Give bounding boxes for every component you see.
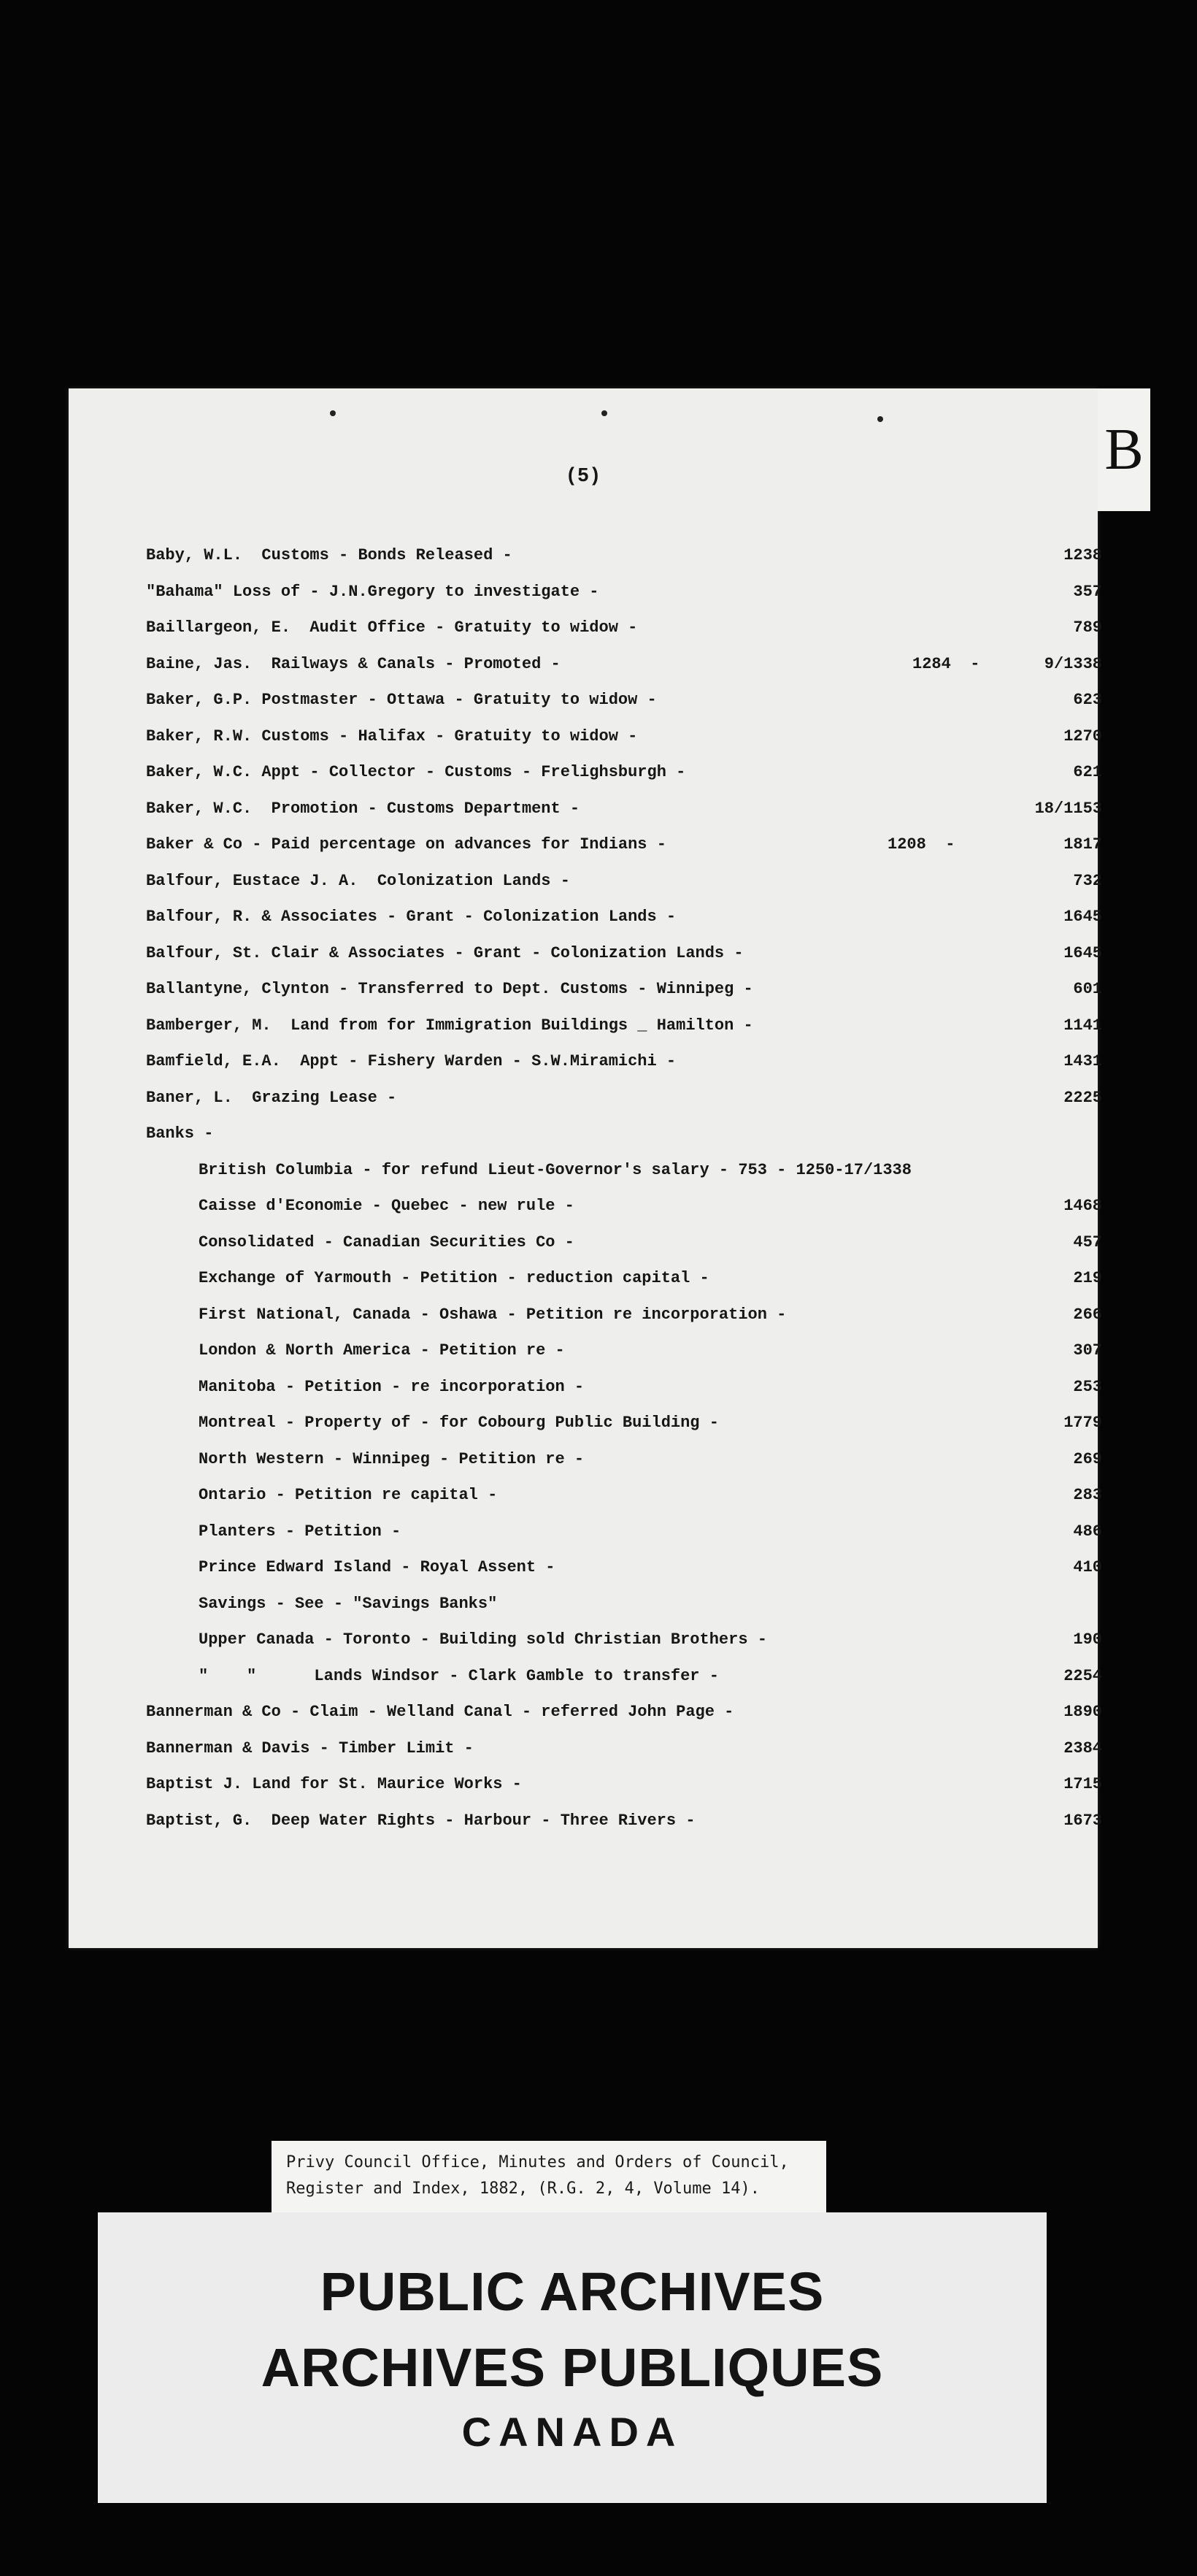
index-subentry [146,1622,1102,1658]
index-subentry [146,1586,1102,1622]
index-page [69,388,1102,1948]
entry-text: Montreal - Property of - for Cobourg Public Building - [199,1414,719,1432]
index-entry [146,791,1102,827]
entry-reference-number: 789 [1073,618,1102,637]
index-entry [146,537,1102,574]
entry-reference-number: 621 [1073,763,1102,781]
entry-reference-number: 732 [1073,871,1102,890]
index-entries [146,537,1102,1839]
entry-reference-number: 1141 [1063,1016,1102,1035]
entry-text: London & North America - Petition re - [199,1341,565,1360]
entry-text: Baby, W.L. Customs - Bonds Released - [146,546,512,564]
entry-reference-number: 1890 [1063,1703,1102,1721]
index-entry [146,718,1102,755]
entry-reference-number: 1431 [1063,1052,1102,1070]
entry-reference-number: 266 [1073,1305,1102,1324]
entry-reference-number: 253 [1073,1377,1102,1396]
entry-text: Baptist, G. Deep Water Rights - Harbour - Three Rivers - [146,1811,696,1830]
index-subentry [146,1333,1102,1369]
stamp-line-country: CANADA [461,2409,683,2455]
entry-text: "Bahama" Loss of - J.N.Gregory to investigate - [146,582,599,601]
index-subentry [146,1549,1102,1586]
index-entry [146,1043,1102,1080]
index-subentry [146,1441,1102,1478]
entry-reference-number: 2225 [1063,1088,1102,1107]
index-entry [146,1008,1102,1044]
entry-text: Planters - Petition - [199,1522,401,1541]
entry-text: Ontario - Petition re capital - [199,1486,498,1504]
entry-text: Bannerman & Davis - Timber Limit - [146,1739,474,1757]
entry-reference-number: 2254 [1063,1666,1102,1685]
entry-text: Bamfield, E.A. Appt - Fishery Warden - S.W.Miramichi - [146,1052,677,1070]
entry-text: Baine, Jas. Railways & Canals - Promoted - [146,654,561,673]
index-entry [146,574,1102,610]
index-entry [146,682,1102,718]
index-subentry [146,1224,1102,1261]
entry-text: Upper Canada - Toronto - Building sold Christian Brothers - [199,1630,767,1649]
index-entry [146,1730,1102,1767]
entry-text: Baker, R.W. Customs - Halifax - Gratuity to widow - [146,727,638,745]
entry-reference-number: 1270 [1063,727,1102,745]
index-entry [146,827,1102,863]
index-subentry [146,1188,1102,1224]
index-tab-letter: B [1098,388,1150,511]
index-subentry [146,1152,1102,1189]
index-entry [146,1694,1102,1730]
entry-text: Manitoba - Petition - re incorporation - [199,1377,585,1396]
entry-text: Prince Edward Island - Royal Assent - [199,1558,555,1576]
entry-reference-number: 1673 [1063,1811,1102,1830]
entry-reference-number: 2384 [1063,1739,1102,1757]
entry-reference-number: 190 [1073,1630,1102,1649]
entry-extra-reference: 1208 - [888,835,955,854]
entry-extra-reference: 1284 - [912,654,980,673]
entry-reference-number: 283 [1073,1486,1102,1504]
entry-reference-number: 410 [1073,1558,1102,1576]
index-entry [146,863,1102,900]
entry-text: Consolidated - Canadian Securities Co - [199,1233,574,1251]
entry-text: Baker, W.C. Appt - Collector - Customs - Frelighsburgh - [146,763,686,781]
entry-text: Bannerman & Co - Claim - Welland Canal - referred John Page - [146,1703,734,1721]
entry-text: Caisse d'Economie - Quebec - new rule - [199,1197,574,1215]
index-subentry [146,1658,1102,1695]
entry-reference-number: 1645 [1063,908,1102,926]
punch-dot [330,410,336,416]
caption-line: Register and Index, 1882, (R.G. 2, 4, Volume 14). [286,2180,761,2198]
index-entry [146,610,1102,646]
page-number: (5) [565,466,601,488]
entry-text: " " Lands Windsor - Clark Gamble to transfer - [199,1666,719,1685]
entry-reference-number: 9/1338 [1044,654,1102,673]
stamp-line-french: ARCHIVES PUBLIQUES [261,2337,884,2398]
entry-reference-number: 457 [1073,1233,1102,1251]
entry-text: Bamberger, M. Land from for Immigration Buildings _ Hamilton - [146,1016,753,1035]
entry-reference-number: 1817 [1063,835,1102,854]
entry-reference-number: 357 [1073,582,1102,601]
index-entry [146,971,1102,1008]
index-entry [146,1766,1102,1803]
entry-text: Exchange of Yarmouth - Petition - reduction capital - [199,1269,709,1287]
entry-reference-number: 601 [1073,980,1102,998]
entry-reference-number: 18/1153 [1034,799,1102,818]
entry-reference-number: 219 [1073,1269,1102,1287]
entry-text: Ballantyne, Clynton - Transferred to Dept. Customs - Winnipeg - [146,980,753,998]
entry-text: Baker & Co - Paid percentage on advances for Indians - [146,835,666,854]
punch-dot [601,410,607,416]
index-entry [146,935,1102,972]
index-subentry [146,1260,1102,1297]
entry-reference-number: 1645 [1063,943,1102,962]
archives-stamp [98,2212,1047,2503]
index-subentry [146,1369,1102,1406]
index-subentry [146,1297,1102,1333]
entry-text: Balfour, R. & Associates - Grant - Colonization Lands - [146,908,677,926]
entry-reference-number: 486 [1073,1522,1102,1541]
index-entry [146,646,1102,683]
index-subentry [146,1477,1102,1514]
entry-text: First National, Canada - Oshawa - Petition re incorporation - [199,1305,787,1324]
entry-reference-number: 307 [1073,1341,1102,1360]
entry-reference-number: 269 [1073,1449,1102,1468]
index-entry [146,1116,1102,1152]
stamp-line-english: PUBLIC ARCHIVES [320,2261,825,2322]
archival-caption [272,2141,826,2217]
entry-text: Banks - [146,1124,214,1143]
index-entry [146,754,1102,791]
entry-text: Balfour, Eustace J. A. Colonization Lands - [146,871,570,890]
index-subentry [146,1514,1102,1550]
entry-text: Baner, L. Grazing Lease - [146,1088,397,1107]
index-entry [146,1803,1102,1839]
entry-text: North Western - Winnipeg - Petition re - [199,1449,585,1468]
index-subentry [146,1405,1102,1441]
entry-reference-number: 1238 [1063,546,1102,564]
entry-text: Baptist J. Land for St. Maurice Works - [146,1775,522,1793]
entry-text: Balfour, St. Clair & Associates - Grant - Colonization Lands - [146,943,744,962]
entry-reference-number: 623 [1073,691,1102,709]
index-entry [146,899,1102,935]
entry-text: Savings - See - "Savings Banks" [199,1594,498,1613]
punch-dot [877,416,883,422]
entry-text: Baker, W.C. Promotion - Customs Department - [146,799,580,818]
entry-reference-number: 1779 [1063,1414,1102,1432]
index-entry [146,1080,1102,1116]
entry-reference-number: 1715 [1063,1775,1102,1793]
entry-reference-number: 1468 [1063,1197,1102,1215]
entry-text: British Columbia - for refund Lieut-Governor's salary - 753 - 1250-17/1338 [199,1160,912,1179]
entry-text: Baker, G.P. Postmaster - Ottawa - Gratuity to widow - [146,691,657,709]
entry-text: Baillargeon, E. Audit Office - Gratuity to widow - [146,618,638,637]
caption-line: Privy Council Office, Minutes and Orders of Council, [286,2153,789,2171]
